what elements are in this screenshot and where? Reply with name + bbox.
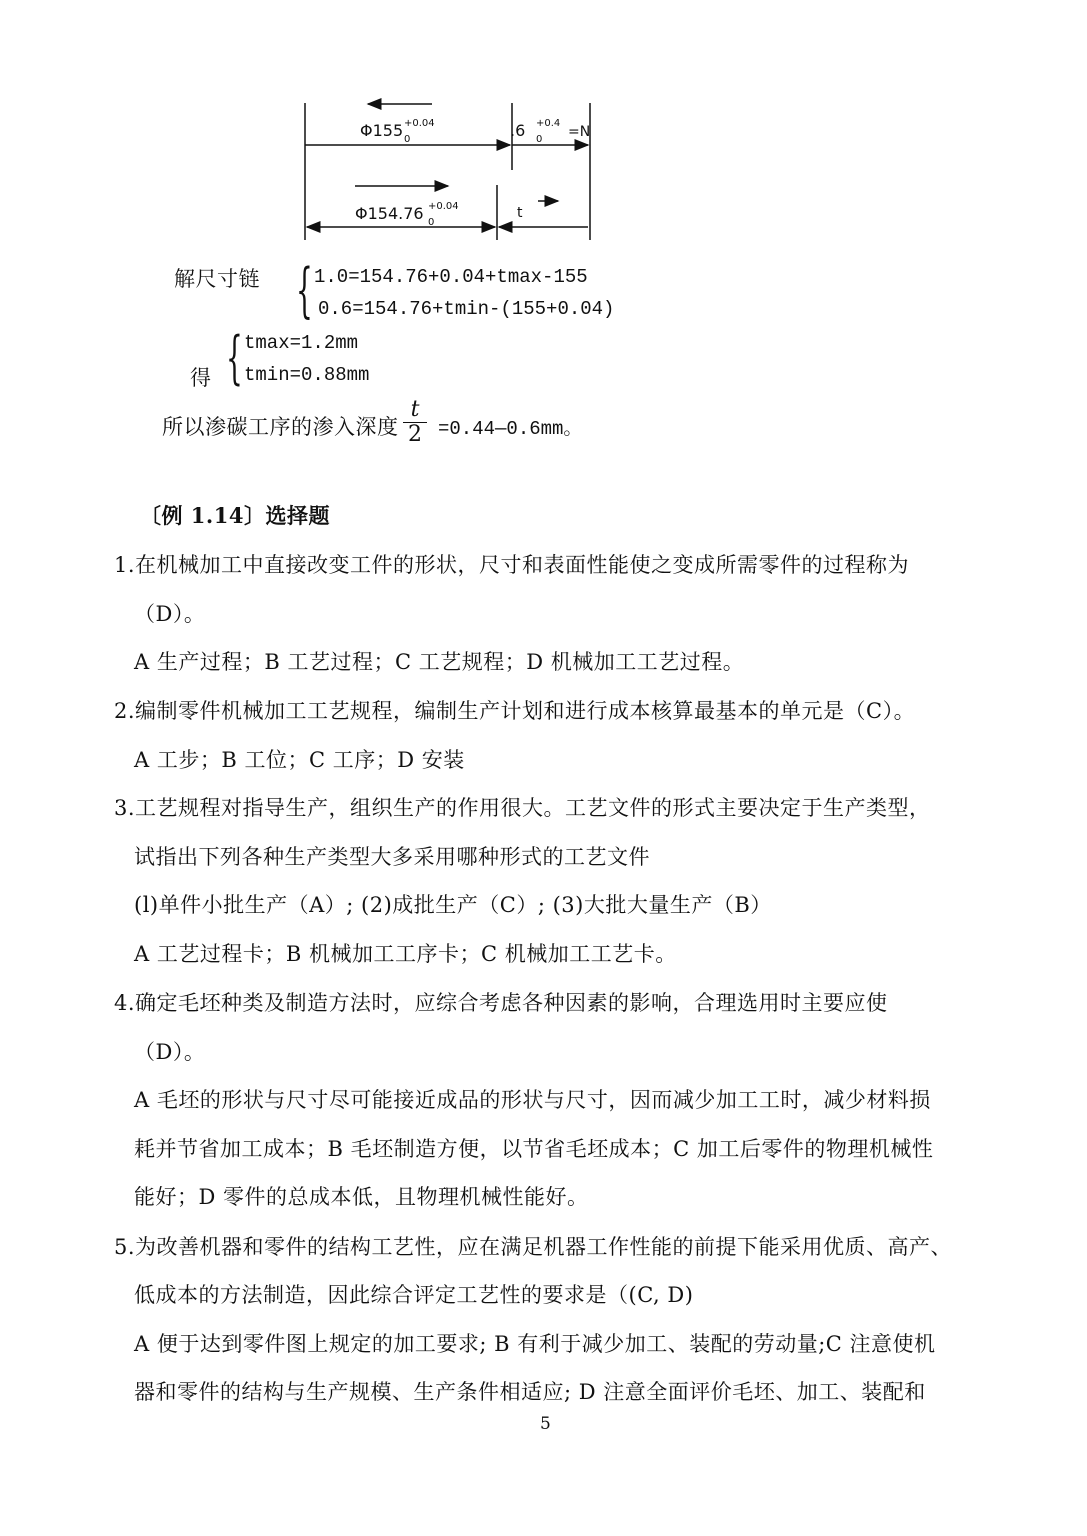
q4-line2: （D）。 [134, 1040, 206, 1064]
result-tmin: tmin=0.88mm [244, 364, 370, 386]
result-label: 得 [190, 366, 212, 390]
equation-2: 0.6=154.76+tmin-(155+0.04) [318, 298, 615, 320]
example-heading: 〔例 1.14〕选择题 [140, 503, 330, 528]
solution-label: 解尺寸链 [174, 267, 260, 291]
dim1-label: Φ155 [360, 121, 404, 140]
q5-options-1: A 便于达到零件图上规定的加工要求; B 有利于减少加工、装配的劳动量;C 注意使机 [134, 1332, 936, 1356]
dim4-label: t [517, 205, 523, 221]
q2-line1: 2.编制零件机械加工工艺规程，编制生产计划和进行成本核算最基本的单元是（C）。 [114, 699, 916, 723]
q4-options-2: 耗并节省加工成本；B 毛坯制造方便，以节省毛坯成本；C 加工后零件的物理机械性 [134, 1137, 934, 1161]
q5-line2: 低成本的方法制造，因此综合评定工艺性的要求是（(C, D) [134, 1283, 694, 1307]
dimension-chain-diagram [0, 0, 1087, 260]
q5-line1: 5.为改善机器和零件的结构工艺性，应在满足机器工作性能的前提下能采用优质、高产、 [114, 1235, 953, 1259]
dim3-tol-upper: +0.04 [428, 201, 459, 212]
left-brace-icon: { [226, 324, 243, 392]
conclusion-suffix: =0.44—0.6mm。 [438, 418, 583, 440]
fraction-denominator: 2 [403, 422, 427, 447]
q1-line1: 1.在机械加工中直接改变工件的形状，尺寸和表面性能使之变成所需零件的过程称为 [114, 553, 910, 577]
q3-line3: (l)单件小批生产（A）; (2)成批生产（C）; (3)大批大量生产（B） [134, 893, 772, 917]
left-brace-icon: { [296, 256, 313, 326]
dim2-tol-upper: +0.4 [536, 118, 561, 129]
q4-line1: 4.确定毛坯种类及制造方法时，应综合考虑各种因素的影响，合理选用时主要应使 [114, 991, 888, 1015]
q4-options-1: A 毛坯的形状与尺寸尽可能接近成品的形状与尺寸，因而减少加工工时，减少材料损 [134, 1088, 931, 1112]
dim3-label: Φ154.76 [355, 204, 424, 223]
conclusion-prefix: 所以渗碳工序的渗入深度 [162, 415, 399, 439]
q3-line1: 3.工艺规程对指导生产，组织生产的作用很大。工艺文件的形式主要决定于生产类型， [114, 796, 931, 820]
equation-1: 1.0=154.76+0.04+tmax-155 [314, 266, 588, 288]
dim1-tol-upper: +0.04 [404, 118, 435, 129]
result-tmax: tmax=1.2mm [244, 332, 359, 354]
page-number: 5 [540, 1414, 551, 1434]
q2-options: A 工步；B 工位；C 工序；D 安装 [134, 748, 465, 772]
dim2-tol-lower: 0 [536, 134, 543, 145]
q5-options-2: 器和零件的结构与生产规模、生产条件相适应; D 注意全面评价毛坯、加工、装配和 [134, 1380, 926, 1404]
q1-options: A 生产过程；B 工艺过程；C 工艺规程；D 机械加工工艺过程。 [134, 650, 745, 674]
q3-line2: 试指出下列各种生产类型大多采用哪种形式的工艺文件 [134, 845, 650, 869]
dim2-suffix: =N [568, 124, 591, 140]
dim3-tol-lower: 0 [428, 217, 435, 228]
dim1-tol-lower: 0 [404, 134, 411, 145]
fraction-t-over-2 [403, 398, 427, 447]
q3-options: A 工艺过程卡；B 机械加工工序卡；C 机械加工工艺卡。 [134, 942, 677, 966]
dim2-label: .6 [510, 121, 526, 140]
fraction-numerator: t [410, 397, 420, 422]
q4-options-3: 能好；D 零件的总成本低，且物理机械性能好。 [134, 1185, 589, 1209]
q1-line2: （D）。 [134, 602, 206, 626]
